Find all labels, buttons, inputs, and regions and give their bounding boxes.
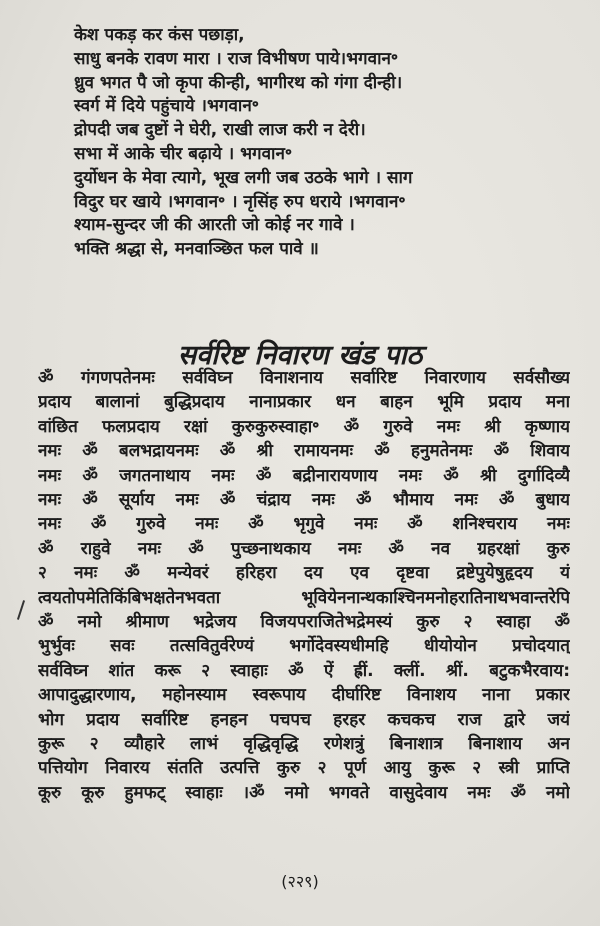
body-text-line: नमः ॐ गुरुवे नमः ॐ भृगुवे नमः ॐ शनिश्चराय नमः [38, 514, 570, 535]
section-title: सर्वरिष्ट निवारण खंड पाठ [177, 340, 423, 371]
body-text-line: ॐ नमो श्रीमाण भद्रेजय विजयपराजितेभद्रेमस्यं कुरु २ स्वाहा ॐ [38, 612, 570, 632]
body-text-line: कूरु कूरु हुमफट् स्वाहाः ।ॐ नमो भगवते वासुदेवाय नमः ॐ नमो [38, 782, 570, 803]
body-text-line: त्वयतोपमेतिकिंबिभक्षतेनभवता भूवियेननान्थकाश्चिनमनोहरातिनाथभवान्तरेपि [38, 587, 570, 608]
body-text-line: नमः ॐ सूर्याय नमः ॐ चंद्राय नमः ॐ भौमाय नमः ॐ बुधाय [38, 490, 570, 510]
verse-line: साधु बनके रावण मारा । राज विभीषण पाये।भगवान॰ [74, 48, 399, 69]
body-text-line: भोग प्रदाय सर्वारिष्ट हनहन पचपच हरहर कचकच राज द्वारे जयं [38, 709, 570, 730]
verse-line: ध्रुव भगत पै जो कृपा कीन्ही, भागीरथ को गंगा दीन्ही। [74, 72, 403, 93]
verse-line: द्रोपदी जब दुष्टों ने घेरी, राखी लाज करी न देरी। [74, 120, 366, 141]
body-text-line: आपादुद्धारणाय, महोनस्याम स्वरूपाय दीर्घारिष्ट विनाशय नाना प्रकार [38, 685, 570, 706]
page-number: (२२९) [281, 872, 319, 891]
verse-line: विदुर घर खाये ।भगवान॰ । नृसिंह रुप धराये ।भगवान॰ [74, 191, 406, 212]
body-text-line: भुर्भुवः सवः तत्सवितुर्वरेण्यं भर्गोदेवस्यधीमहि धीयोयोन प्रचोदयात् [38, 636, 570, 657]
body-text-line: वांछित फलप्रदाय रक्षां कुरुकुरुस्वाहा॰ ॐ गुरुवे नमः श्री कृष्णाय [38, 416, 570, 437]
margin-pen-mark [17, 600, 25, 620]
body-text-line: सर्वविघ्न शांत करू २ स्वाहाः ॐ ऐं ह्रीं. क्लीं. श्रीं. बटुकभैरवाय: [38, 660, 570, 681]
body-text-line: नमः ॐ बलभद्रायनमः ॐ श्री रामायनमः ॐ हनुमतेनमः ॐ शिवाय [38, 441, 570, 462]
body-text-line: प्रदाय बालानां बुद्धिप्रदाय नानाप्रकार धन बाहन भूमि प्रदाय मना [38, 392, 570, 413]
body-text-line: कुरू २ व्यौहारे लाभं वृद्धिवृद्धि रणेशत्रुं बिनाशात्र बिनाशाय अन [38, 734, 570, 754]
body-text-line: पत्तियोग निवारय संतति उत्पत्ति कुरु २ पूर्ण आयु कुरू २ स्त्री प्राप्ति [38, 758, 570, 779]
body-text-line: २ नमः ॐ मन्येवरं हरिहरा दय एव दृष्टवा द्रष्टेपुयेषुहृदय यं [38, 563, 570, 584]
verse-line: दुर्योधन के मेवा त्यागे, भूख लगी जब उठके भागे । साग [74, 167, 413, 188]
verse-line: भक्ति श्रद्धा से, मनवाञ्छित फल पावे ॥ [74, 239, 319, 260]
body-text-line: ॐ गंगणपतेनमः सर्वविघ्न विनाशनाय सर्वारिष्ट निवारणाय सर्वसौख्य [38, 368, 570, 388]
verse-line: श्याम-सुन्दर जी की आरती जो कोई नर गावे । [74, 215, 355, 236]
verse-line: सभा में आके चीर बढ़ाये । भगवान॰ [74, 144, 293, 164]
verse-line: केश पकड़ कर कंस पछाड़ा, [74, 25, 245, 45]
body-text-line: ॐ राहुवे नमः ॐ पुच्छनाथकाय नमः ॐ नव ग्रहरक्षां कुरु [38, 538, 570, 559]
verse-line: स्वर्ग में दिये पहुंचाये ।भगवान॰ [74, 96, 260, 117]
body-text-line: नमः ॐ जगतनाथाय नमः ॐ बद्रीनारायणाय नमः ॐ श्री दुर्गादिव्यै [38, 465, 570, 486]
